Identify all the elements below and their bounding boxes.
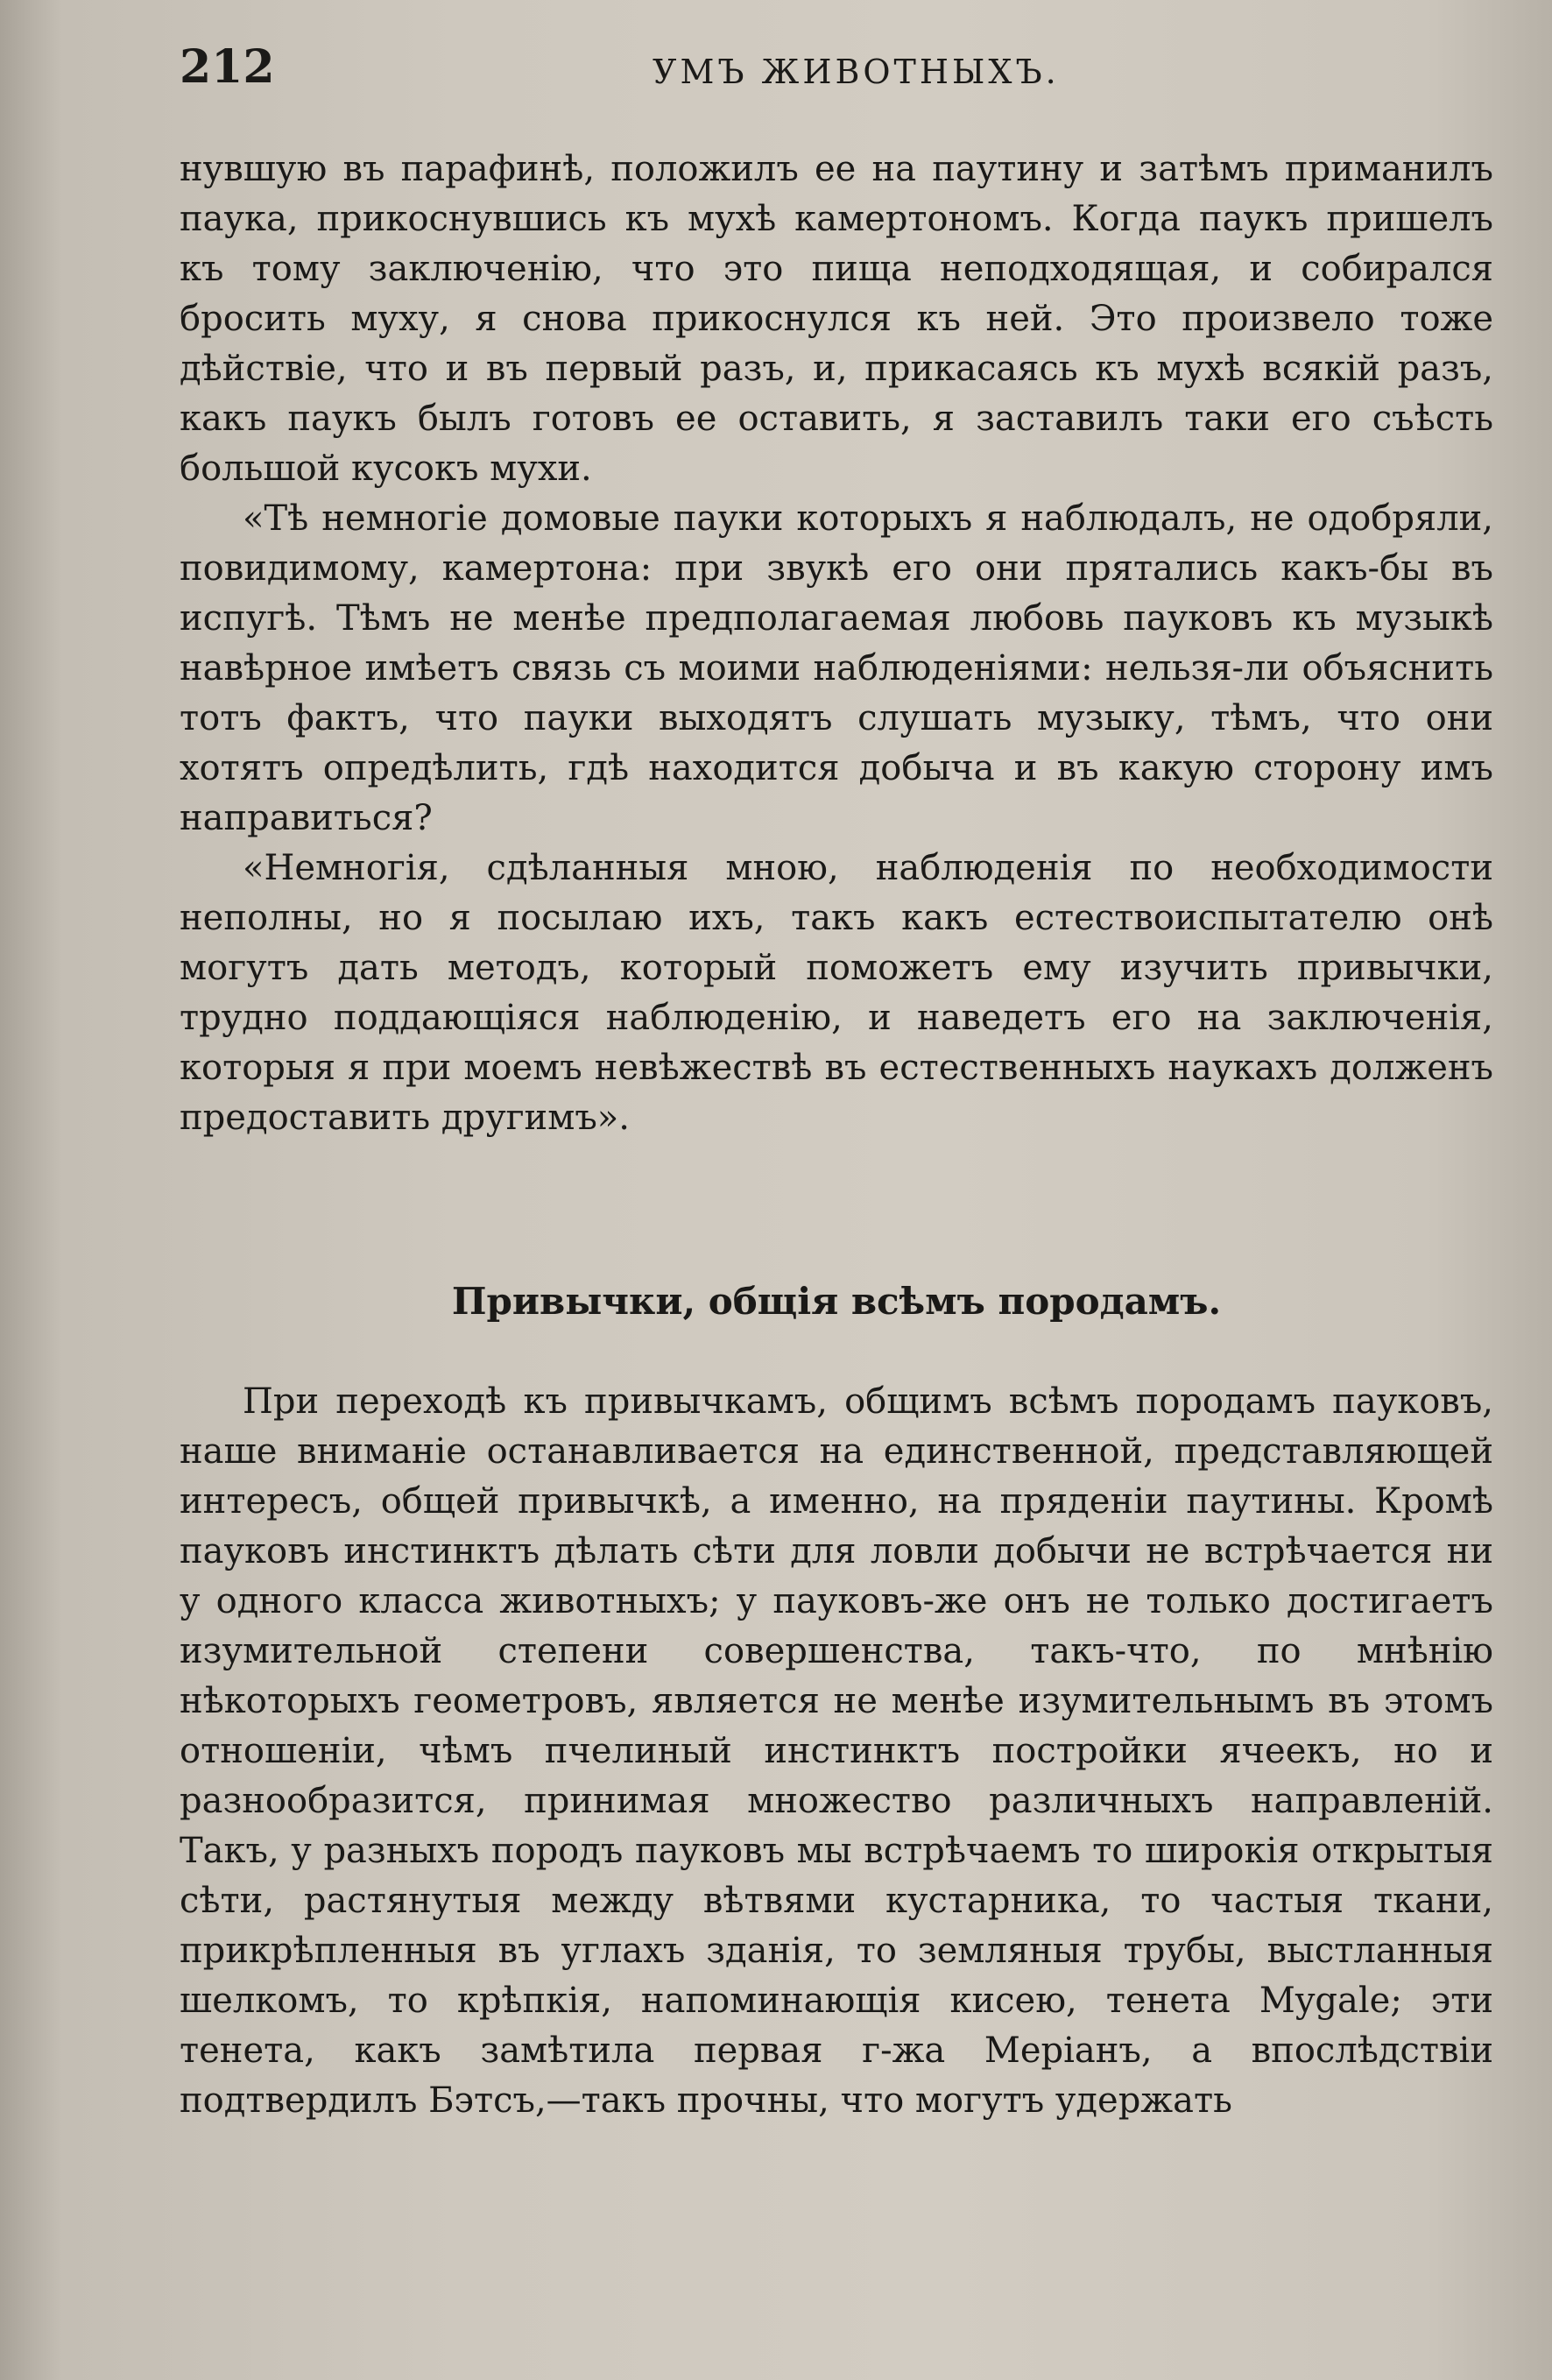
paragraph-section-1: При переходѣ къ привычкамъ, общимъ всѣмъ породамъ пауковъ, наше вниманіе останавливается на единственной, представляющей интересъ, общей привычкѣ, а именно, на пряденіи паутины. Кромѣ пауковъ инстинктъ дѣлать сѣти для ловли добычи не встрѣчается ни у одного класса животныхъ; у пауковъ-же онъ не только достигаетъ изумительной степени совершенства, такъ-что, по мнѣнію нѣкоторыхъ геометровъ, является не менѣе изумительнымъ въ этомъ отношеніи, чѣмъ пчелиный инстинктъ постройки ячеекъ, но и разнообразится, принимая множество различныхъ направленій. Такъ, у разныхъ породъ пауковъ мы встрѣчаемъ то широкія открытыя сѣти, растянутыя между вѣтвями кустарника, то частыя ткани, прикрѣпленныя въ углахъ зданія, то земляныя трубы, выстланныя шелкомъ, то крѣпкія, напоминающія кисею, тенета Mygale; эти тенета, какъ замѣтила первая г-жа Меріанъ, а впослѣдствіи подтвердилъ Бэтсъ,—такъ прочны, что могутъ удержать bbox=[180, 1381, 1493, 2121]
text-block-bottom bbox=[180, 1377, 1493, 2126]
page-number: 212 bbox=[180, 40, 275, 94]
paragraph-continuation: нувшую въ парафинѣ, положилъ ее на паутину и затѣмъ приманилъ паука, прикоснувшись къ мухѣ камертономъ. Когда паукъ пришелъ къ тому заключенію, что это пища неподходящая, и собирался бросить муху, я снова прикоснулся къ ней. Это произвело тоже дѣйствіе, что и въ первый разъ, и, прикасаясь къ мухѣ всякій разъ, какъ паукъ былъ готовъ ее оставить, я заставилъ таки его съѣсть большой кусокъ мухи. bbox=[180, 149, 1493, 489]
text-block-top bbox=[180, 145, 1493, 1143]
page-header bbox=[180, 40, 1493, 102]
running-title: УМЪ ЖИВОТНЫХЪ. bbox=[653, 53, 1060, 91]
paragraph-quote-1: «Тѣ немногіе домовые пауки которыхъ я наблюдалъ, не одобряли, повидимому, камертона: при звукѣ его они прятались какъ-бы въ испугѣ. Тѣмъ не менѣе предполагаемая любовь пауковъ къ музыкѣ навѣрное имѣетъ связь съ моими наблюденіями: нельзя-ли объяснить тотъ фактъ, что пауки выходятъ слушать музыку, тѣмъ, что они хотятъ опредѣлить, гдѣ находится добыча и въ какую сторону имъ направиться? bbox=[180, 498, 1493, 838]
section-heading: Привычки, общія всѣмъ породамъ. bbox=[451, 1280, 1222, 1323]
paragraph-quote-2: «Немногія, сдѣланныя мною, наблюденія по необходимости неполны, но я посылаю ихъ, такъ какъ естествоиспытателю онѣ могутъ дать методъ, который поможетъ ему изучить привычки, трудно поддающіяся наблюденію, и наведетъ его на заключенія, которыя я при моемъ невѣжествѣ въ естественныхъ наукахъ долженъ предоставить другимъ». bbox=[180, 848, 1493, 1138]
